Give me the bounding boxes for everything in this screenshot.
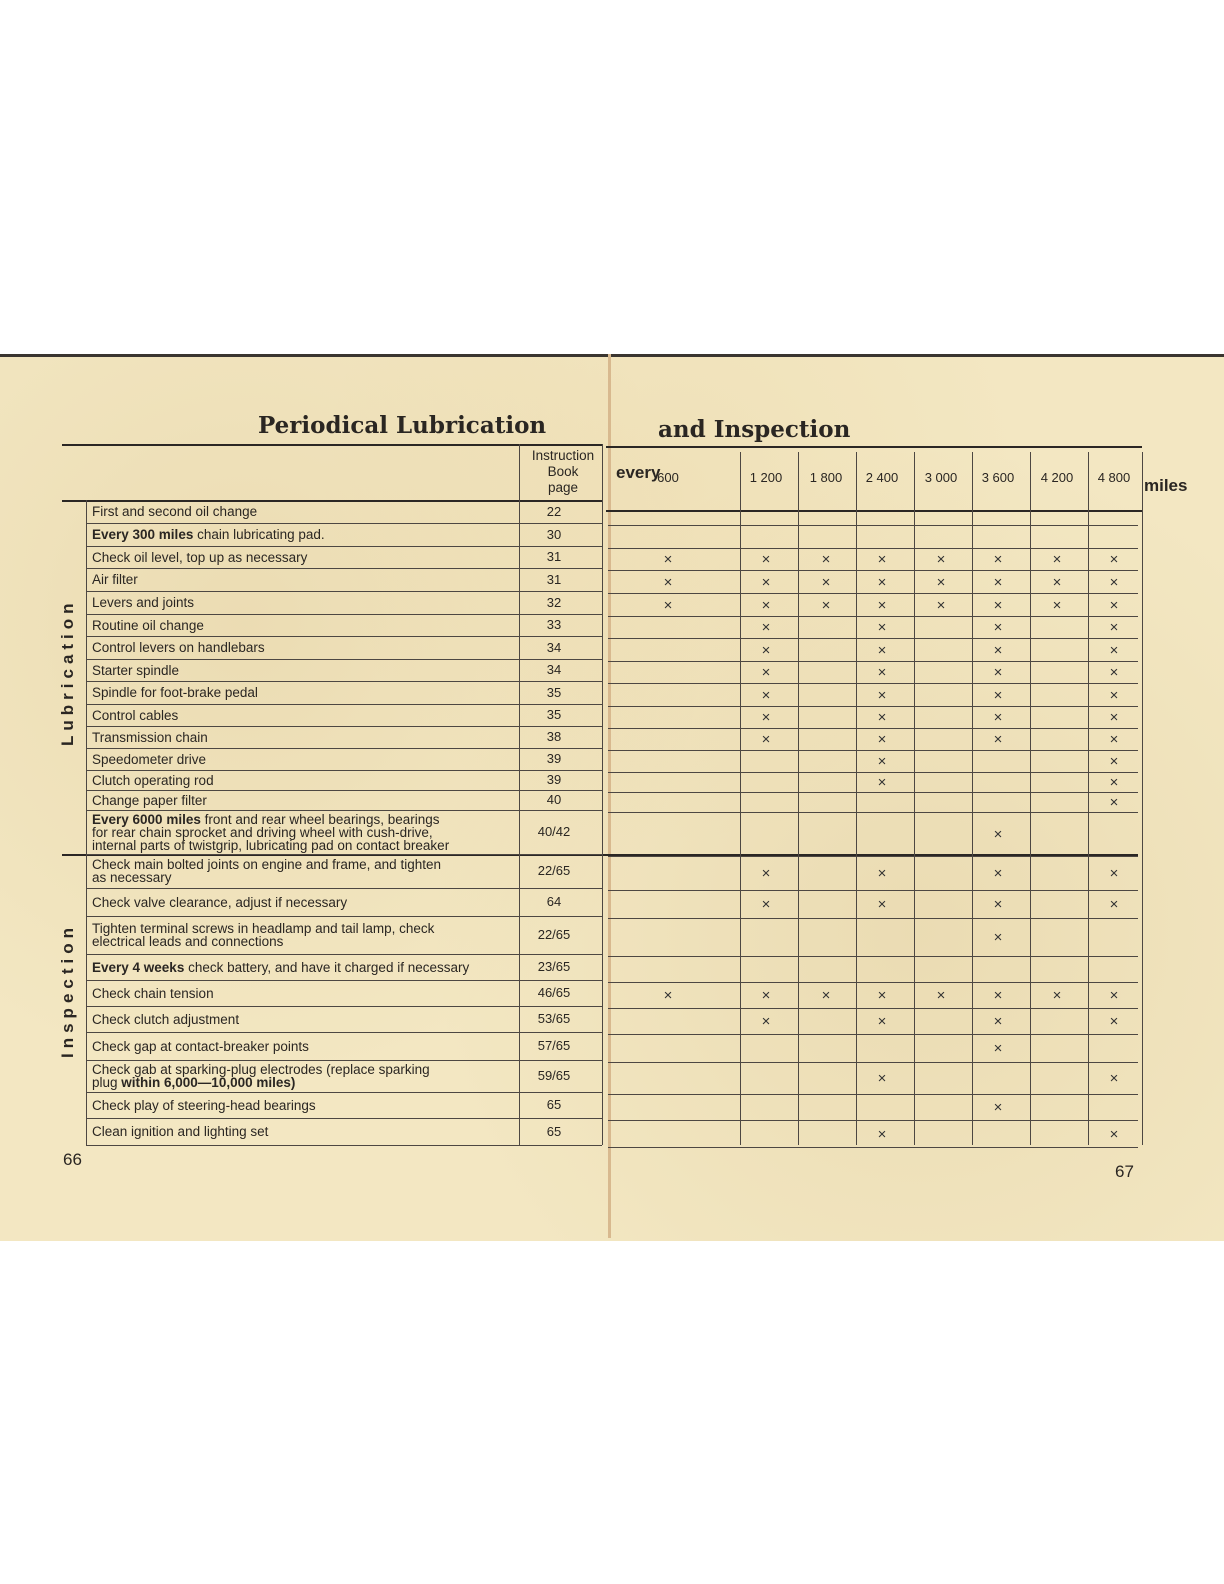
row-page-ref: 35	[546, 684, 562, 700]
row-label-text: chain lubricating pad.	[193, 527, 325, 542]
row-rule-right	[608, 683, 1138, 684]
row-label-text-2: electrical leads and connections	[92, 934, 284, 949]
check-mark-x: ×	[993, 596, 1003, 614]
row-rule-right	[608, 956, 1138, 957]
row-rule-right	[608, 856, 1138, 857]
check-mark-x: ×	[761, 709, 771, 726]
row-label	[92, 794, 517, 807]
check-mark-x: ×	[663, 551, 673, 568]
row-rule-right	[608, 728, 1138, 729]
row-page-ref: 39	[546, 751, 562, 766]
check-mark-x: ×	[993, 865, 1003, 882]
section-lubrication-label: Lubrication	[58, 598, 77, 746]
row-page-ref: 57/65	[537, 1038, 571, 1053]
row-label-line1	[92, 794, 517, 807]
instruction-header-line1: Instruction	[531, 448, 595, 463]
check-mark-x: ×	[936, 551, 946, 568]
vline-label-left	[86, 500, 87, 1145]
section-inspection-label: Inspection	[58, 922, 77, 1058]
check-mark-x: ×	[663, 987, 673, 1004]
row-label-line1	[92, 619, 517, 632]
row-label	[92, 1063, 517, 1089]
row-label-line1	[92, 896, 517, 909]
row-label	[92, 1125, 517, 1138]
row-label-text-2: for rear chain sprocket and driving wheel with cush-drive,	[92, 824, 433, 840]
interval-header-2: 1 800	[809, 470, 843, 485]
row-label-line2	[92, 826, 517, 839]
row-page-ref: 38	[546, 729, 562, 744]
row-rule-right	[608, 570, 1138, 571]
row-label-text: Change paper filter	[92, 792, 207, 808]
row-page-ref: 23/65	[537, 959, 571, 974]
row-label-text: Check chain tension	[92, 985, 214, 1001]
row-label-text-2: as necessary	[92, 870, 172, 885]
title-right: and Inspection	[658, 416, 851, 443]
row-label-text: Air filter	[92, 572, 138, 587]
header-top-rule-left	[62, 444, 602, 446]
check-mark-x: ×	[761, 551, 771, 568]
row-label-line1	[92, 686, 517, 699]
row-label	[92, 813, 517, 852]
row-page-ref: 34	[546, 639, 562, 655]
check-mark-x: ×	[1109, 551, 1119, 568]
row-rule	[86, 1092, 602, 1093]
check-mark-x: ×	[1109, 619, 1119, 636]
row-rule-right	[608, 1008, 1138, 1009]
row-label-text: check battery, and have it charged if necessary	[184, 959, 470, 975]
check-mark-x: ×	[761, 596, 771, 614]
row-label-bold-2: within 6,000—10,000 miles)	[121, 1075, 296, 1090]
check-mark-x: ×	[821, 987, 831, 1004]
check-mark-x: ×	[1109, 987, 1119, 1004]
row-rule	[86, 1118, 602, 1119]
row-label-text: Check valve clearance, adjust if necessary	[92, 894, 348, 910]
row-label-text: Check play of steering-head bearings	[92, 1097, 316, 1113]
check-mark-x: ×	[993, 551, 1003, 568]
row-rule-right	[608, 706, 1138, 707]
check-mark-x: ×	[1052, 987, 1062, 1004]
row-rule-right	[608, 525, 1138, 526]
row-label-line1	[92, 505, 517, 518]
row-rule	[86, 1006, 602, 1007]
row-rule	[86, 681, 602, 682]
title-left: Periodical Lubrication	[258, 412, 547, 439]
check-mark-x: ×	[761, 987, 771, 1004]
page-number-right: 67	[1115, 1162, 1134, 1181]
row-rule	[86, 636, 602, 637]
interval-header-6: 4 200	[1040, 470, 1074, 485]
vline-interval-2	[856, 452, 857, 1145]
row-rule-right	[608, 1120, 1138, 1121]
row-rule	[86, 854, 602, 855]
row-page-ref: 33	[546, 617, 562, 632]
row-label	[92, 528, 517, 541]
row-rule-right	[608, 638, 1138, 639]
check-mark-x: ×	[993, 1013, 1003, 1030]
check-mark-x: ×	[936, 573, 946, 591]
row-label	[92, 731, 517, 744]
row-label-line2	[92, 935, 517, 948]
check-mark-x: ×	[877, 664, 887, 681]
check-mark-x: ×	[1109, 1125, 1119, 1143]
vline-interval-1	[798, 452, 799, 1145]
row-label-line3: internal parts of twistgrip, lubricating pad on contact breaker	[92, 837, 450, 853]
row-label-line2	[92, 1076, 517, 1089]
row-page-ref: 30	[546, 526, 562, 542]
header-bottom-rule-left	[62, 500, 602, 502]
check-mark-x: ×	[877, 551, 887, 568]
row-label-line1	[92, 731, 517, 744]
row-label-line1	[92, 1099, 517, 1112]
header-bottom-rule-right	[606, 510, 1142, 512]
row-rule	[86, 888, 602, 889]
row-page-ref: 22/65	[537, 863, 571, 878]
row-rule-right	[608, 750, 1138, 751]
row-label	[92, 922, 517, 948]
row-label-bold: Every 6000 miles	[92, 811, 201, 827]
check-mark-x: ×	[877, 1070, 887, 1087]
row-label-text: Speedometer drive	[92, 751, 207, 767]
row-rule-right	[608, 918, 1138, 919]
interval-header-3: 2 400	[865, 470, 899, 485]
row-page-ref: 40/42	[537, 824, 571, 839]
row-label	[92, 1040, 517, 1053]
check-mark-x: ×	[1109, 686, 1119, 704]
check-mark-x: ×	[1109, 753, 1119, 770]
row-label-text: Check main bolted joints on engine and frame, and tighten	[92, 857, 441, 872]
interval-header-0: 600	[657, 470, 679, 485]
row-label-text-2: plug	[92, 1075, 122, 1090]
row-rule-right	[608, 792, 1138, 793]
interval-header-1: 1 200	[749, 470, 783, 485]
check-mark-x: ×	[1109, 664, 1119, 681]
row-rule	[86, 659, 602, 660]
row-page-ref: 31	[546, 571, 562, 587]
row-page-ref: 34	[546, 662, 562, 677]
check-mark-x: ×	[877, 731, 887, 748]
row-rule	[86, 546, 602, 547]
row-rule-right	[608, 982, 1138, 983]
row-label-text: Levers and joints	[92, 595, 195, 610]
row-label-line2	[92, 871, 517, 884]
vline-interval-4	[972, 452, 973, 1145]
check-mark-x: ×	[877, 1125, 887, 1143]
row-label-line1	[92, 528, 517, 541]
vline-interval-5	[1030, 452, 1031, 1145]
row-page-ref: 65	[546, 1097, 562, 1112]
row-label-line1	[92, 709, 517, 722]
row-page-ref: 46/65	[537, 985, 571, 1000]
check-mark-x: ×	[1052, 596, 1062, 614]
row-rule	[86, 704, 602, 705]
row-label-text: Check oil level, top up as necessary	[92, 549, 308, 565]
check-mark-x: ×	[993, 929, 1003, 946]
row-rule-right	[608, 593, 1138, 594]
row-rule	[86, 954, 602, 955]
row-label-text: Tighten terminal screws in headlamp and tail lamp, check	[92, 921, 435, 936]
check-mark-x: ×	[1109, 641, 1119, 659]
row-label	[92, 753, 517, 766]
row-label	[92, 619, 517, 632]
vline-page-left	[519, 444, 520, 1145]
row-rule	[86, 790, 602, 791]
check-mark-x: ×	[1109, 1013, 1119, 1030]
row-label	[92, 961, 517, 974]
row-rule-right	[608, 890, 1138, 891]
row-rule	[86, 523, 602, 524]
check-mark-x: ×	[877, 896, 887, 913]
check-mark-x: ×	[761, 896, 771, 913]
check-mark-x: ×	[1109, 774, 1119, 791]
row-label	[92, 774, 517, 787]
row-rule-right	[608, 616, 1138, 617]
check-mark-x: ×	[877, 865, 887, 882]
row-page-ref: 32	[546, 594, 562, 610]
row-label-line1	[92, 1040, 517, 1053]
row-rule	[86, 748, 602, 749]
row-rule	[86, 1060, 602, 1061]
row-label-line1	[92, 774, 517, 787]
check-mark-x: ×	[993, 709, 1003, 726]
check-mark-x: ×	[877, 686, 887, 704]
vline-page-right	[602, 444, 603, 1145]
row-label	[92, 1013, 517, 1026]
check-mark-x: ×	[993, 731, 1003, 748]
check-mark-x: ×	[761, 1013, 771, 1030]
row-label-text: Check clutch adjustment	[92, 1011, 240, 1027]
instruction-header-line2: Book	[547, 464, 579, 479]
row-label-line1	[92, 573, 517, 586]
row-label-line1	[92, 596, 517, 609]
check-mark-x: ×	[993, 664, 1003, 681]
row-rule	[86, 568, 602, 569]
check-mark-x: ×	[993, 826, 1003, 843]
check-mark-x: ×	[993, 987, 1003, 1004]
row-rule-right	[608, 812, 1138, 813]
check-mark-x: ×	[1052, 573, 1062, 591]
row-rule	[86, 980, 602, 981]
check-mark-x: ×	[993, 619, 1003, 636]
row-label	[92, 686, 517, 699]
row-rule	[86, 770, 602, 771]
check-mark-x: ×	[761, 619, 771, 636]
row-rule	[86, 614, 602, 615]
check-mark-x: ×	[936, 987, 946, 1004]
check-mark-x: ×	[1109, 596, 1119, 614]
vline-interval-7	[1142, 452, 1143, 1145]
instruction-header	[524, 448, 602, 496]
row-label-text: Check gab at sparking-plug electrodes (replace sparking	[92, 1062, 430, 1077]
row-label-line1	[92, 1125, 517, 1138]
check-mark-x: ×	[1109, 573, 1119, 591]
vline-interval-3	[914, 452, 915, 1145]
check-mark-x: ×	[993, 573, 1003, 591]
check-mark-x: ×	[993, 1099, 1003, 1116]
check-mark-x: ×	[877, 619, 887, 636]
interval-header-7: 4 800	[1097, 470, 1131, 485]
check-mark-x: ×	[1052, 551, 1062, 568]
miles-label: miles	[1144, 476, 1188, 495]
check-mark-x: ×	[877, 987, 887, 1004]
row-rule-right	[608, 772, 1138, 773]
row-label	[92, 505, 517, 518]
row-label-line1	[92, 551, 517, 564]
row-rule	[86, 726, 602, 727]
row-label-text: Transmission chain	[92, 729, 208, 745]
row-label-text: Spindle for foot-brake pedal	[92, 685, 258, 700]
row-label-line1	[92, 753, 517, 766]
row-label-text: Clutch operating rod	[92, 772, 214, 788]
check-mark-x: ×	[993, 1040, 1003, 1057]
row-label-bold: Every 4 weeks	[92, 959, 185, 975]
row-label-text: Starter spindle	[92, 662, 180, 678]
row-label	[92, 987, 517, 1000]
row-label	[92, 573, 517, 586]
row-page-ref: 22	[546, 503, 562, 519]
row-label	[92, 641, 517, 654]
interval-header-4: 3 000	[924, 470, 958, 485]
interval-header-5: 3 600	[981, 470, 1015, 485]
check-mark-x: ×	[1109, 731, 1119, 748]
row-label-text: Routine oil change	[92, 617, 204, 633]
check-mark-x: ×	[761, 686, 771, 704]
check-mark-x: ×	[1109, 865, 1119, 882]
row-label	[92, 664, 517, 677]
every-label: every	[616, 463, 661, 482]
row-rule-right	[608, 661, 1138, 662]
row-label-text: front and rear wheel bearings, bearings	[200, 811, 440, 827]
vline-interval-0	[740, 452, 741, 1145]
check-mark-x: ×	[761, 573, 771, 591]
row-page-ref: 64	[546, 894, 562, 909]
page-number-left: 66	[63, 1150, 82, 1169]
row-label-line1	[92, 987, 517, 1000]
row-rule-right	[608, 1034, 1138, 1035]
row-page-ref: 65	[546, 1123, 562, 1139]
row-label-line1	[92, 1013, 517, 1026]
check-mark-x: ×	[936, 596, 946, 614]
row-label-text: Control levers on handlebars	[92, 640, 265, 655]
check-mark-x: ×	[1109, 1070, 1119, 1087]
row-rule-right	[608, 1094, 1138, 1095]
row-label	[92, 896, 517, 909]
check-mark-x: ×	[821, 551, 831, 568]
check-mark-x: ×	[663, 573, 673, 591]
check-mark-x: ×	[993, 641, 1003, 659]
row-label-text: Check gap at contact-breaker points	[92, 1038, 309, 1054]
row-label-text: Control cables	[92, 707, 179, 723]
row-page-ref: 39	[546, 772, 562, 787]
check-mark-x: ×	[663, 596, 673, 614]
row-page-ref: 31	[546, 549, 562, 564]
check-mark-x: ×	[877, 774, 887, 791]
check-mark-x: ×	[761, 865, 771, 882]
book-gutter	[608, 354, 611, 1238]
row-label	[92, 858, 517, 884]
row-page-ref: 35	[546, 707, 562, 722]
row-rule-right	[608, 548, 1138, 549]
row-rule	[86, 1145, 602, 1146]
row-page-ref: 59/65	[537, 1068, 571, 1083]
check-mark-x: ×	[877, 753, 887, 770]
row-page-ref: 22/65	[537, 927, 571, 942]
instruction-header-line3: page	[547, 480, 579, 495]
check-mark-x: ×	[993, 686, 1003, 704]
row-label	[92, 709, 517, 722]
check-mark-x: ×	[877, 573, 887, 591]
row-rule	[86, 591, 602, 592]
row-page-ref: 53/65	[537, 1011, 571, 1026]
check-mark-x: ×	[877, 709, 887, 726]
row-label-text: Clean ignition and lighting set	[92, 1124, 269, 1139]
row-label-bold: Every 300 miles	[92, 527, 194, 542]
row-rule-right	[608, 1062, 1138, 1063]
row-rule	[86, 916, 602, 917]
check-mark-x: ×	[993, 896, 1003, 913]
row-rule-right	[608, 1147, 1138, 1148]
row-label-line1	[92, 664, 517, 677]
check-mark-x: ×	[821, 596, 831, 614]
check-mark-x: ×	[1109, 709, 1119, 726]
check-mark-x: ×	[877, 641, 887, 659]
check-mark-x: ×	[761, 731, 771, 748]
row-label-line1	[92, 641, 517, 654]
check-mark-x: ×	[1109, 794, 1119, 811]
row-label	[92, 551, 517, 564]
row-label-text: First and second oil change	[92, 504, 258, 519]
check-mark-x: ×	[877, 1013, 887, 1030]
row-page-ref: 40	[546, 792, 562, 807]
check-mark-x: ×	[1109, 896, 1119, 913]
check-mark-x: ×	[761, 664, 771, 681]
row-label-line1	[92, 961, 517, 974]
header-top-rule-right	[606, 446, 1142, 448]
row-label	[92, 1099, 517, 1112]
check-mark-x: ×	[761, 641, 771, 659]
row-label	[92, 596, 517, 609]
check-mark-x: ×	[877, 596, 887, 614]
vline-interval-6	[1088, 452, 1089, 1145]
row-rule	[86, 1032, 602, 1033]
check-mark-x: ×	[821, 573, 831, 591]
